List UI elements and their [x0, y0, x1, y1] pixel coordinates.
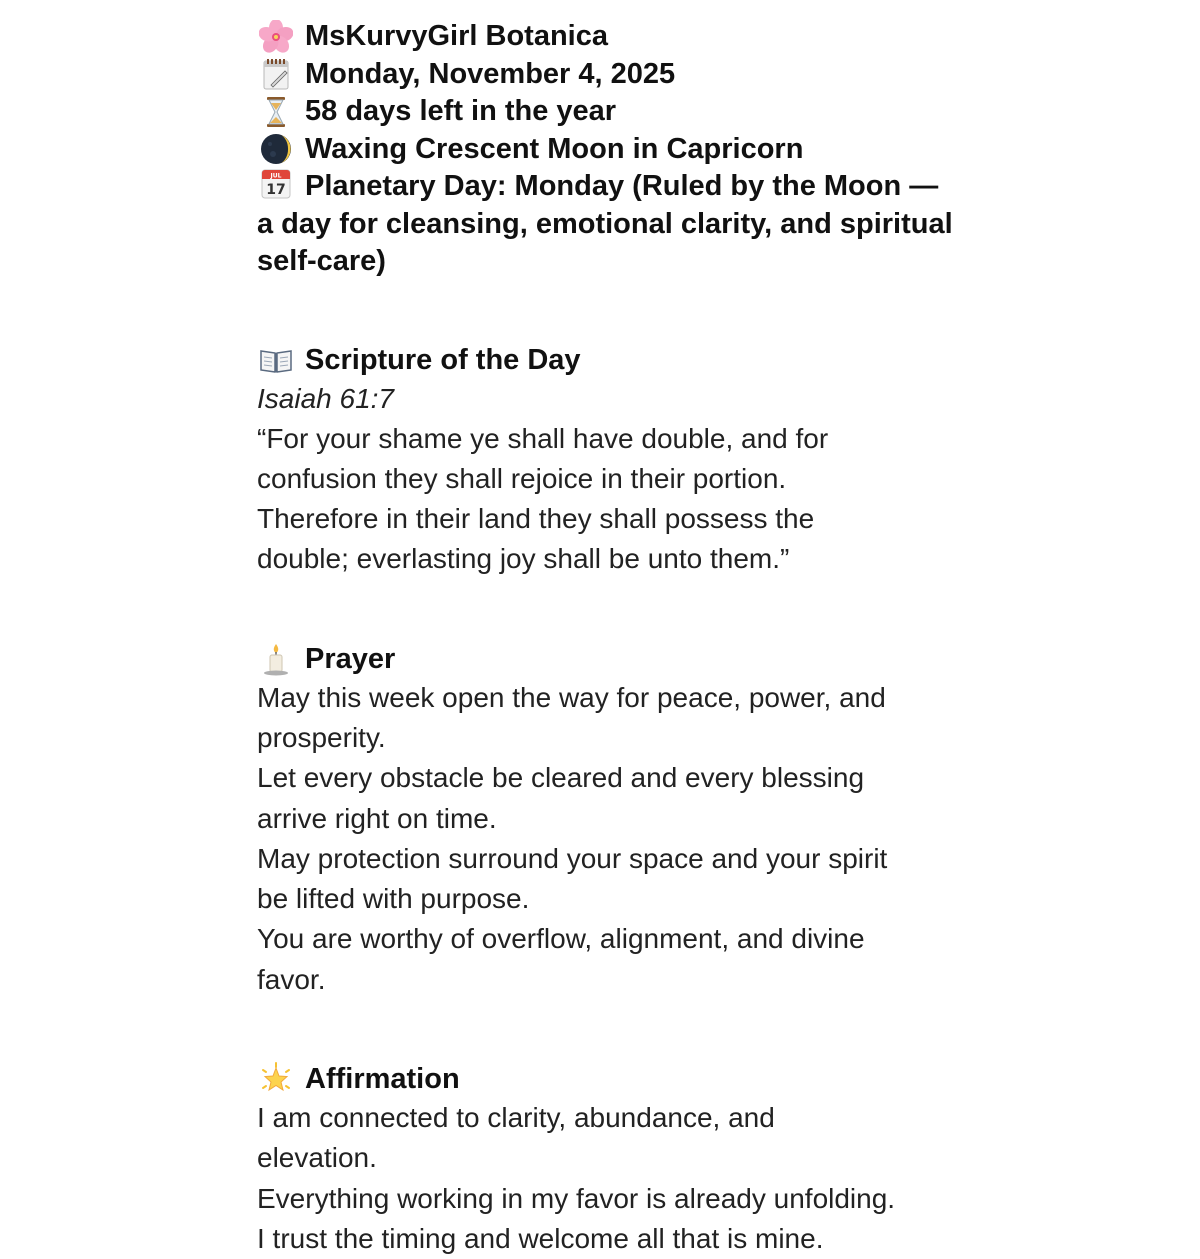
scripture-heading-line	[257, 341, 957, 379]
daily-note	[257, 18, 957, 1259]
scripture-text	[257, 419, 957, 580]
prayer-heading-line	[257, 640, 957, 678]
prayer-line: You are worthy of overflow, alignment, and divine	[257, 923, 865, 955]
prayer-line: favor.	[257, 963, 326, 995]
scripture-heading: Scripture of the Day	[305, 343, 581, 376]
calendar-icon-day: 17	[266, 182, 286, 199]
scripture-reference: Isaiah 61:7	[257, 382, 394, 414]
prayer-line: prosperity.	[257, 721, 386, 753]
scripture-line: Therefore in their land they shall possess the	[257, 503, 815, 535]
scripture-line: double; everlasting joy shall be unto them.”	[257, 543, 790, 575]
prayer-line: Let every obstacle be cleared and every blessing	[257, 762, 865, 794]
calendar-icon-month: JUL	[270, 172, 282, 180]
moon-line	[257, 131, 957, 169]
scripture-line: confusion they shall rejoice in their portion.	[257, 462, 787, 494]
prayer-line: May this week open the way for peace, power, and	[257, 681, 886, 713]
moon-text: Waxing Crescent Moon in Capricorn	[305, 132, 804, 165]
prayer-line: May protection surround your space and your spirit	[257, 842, 888, 874]
affirmation-line: I am connected to clarity, abundance, and	[257, 1102, 775, 1134]
affirmation-heading: Affirmation	[305, 1063, 460, 1096]
title-line	[257, 18, 957, 56]
glowing-star-icon	[257, 1062, 295, 1096]
open-book-icon	[257, 343, 295, 377]
prayer-line: arrive right on time.	[257, 802, 497, 834]
date-text: Monday, November 4, 2025	[305, 57, 676, 90]
affirmation-text	[257, 1098, 957, 1259]
waxing-crescent-moon-icon	[257, 132, 295, 166]
notepad-icon	[257, 57, 295, 91]
days-left-text: 58 days left in the year	[305, 95, 617, 127]
cherry-blossom-icon	[257, 20, 295, 54]
days-left-line	[257, 93, 957, 131]
candle-icon	[257, 642, 295, 676]
app-title: MsKurvyGirl Botanica	[305, 20, 608, 52]
planetary-day-text: Planetary Day: Monday (Ruled by the Moon — a day for cleansing, emotional clarity, and spiritual self-care)	[257, 170, 953, 277]
affirmation-line: I trust the timing and welcome all that is mine.	[257, 1222, 824, 1254]
prayer-line: be lifted with purpose.	[257, 883, 530, 915]
prayer-heading: Prayer	[305, 642, 396, 675]
date-line	[257, 56, 957, 94]
planetary-day-line	[257, 168, 957, 281]
affirmation-heading-line	[257, 1060, 957, 1098]
affirmation-line: Everything working in my favor is already unfolding.	[257, 1182, 896, 1214]
scripture-line: “For your shame ye shall have double, and for	[257, 422, 829, 454]
hourglass-icon	[257, 95, 295, 129]
prayer-text	[257, 678, 957, 1000]
calendar-icon	[257, 167, 295, 201]
affirmation-line: elevation.	[257, 1142, 377, 1174]
